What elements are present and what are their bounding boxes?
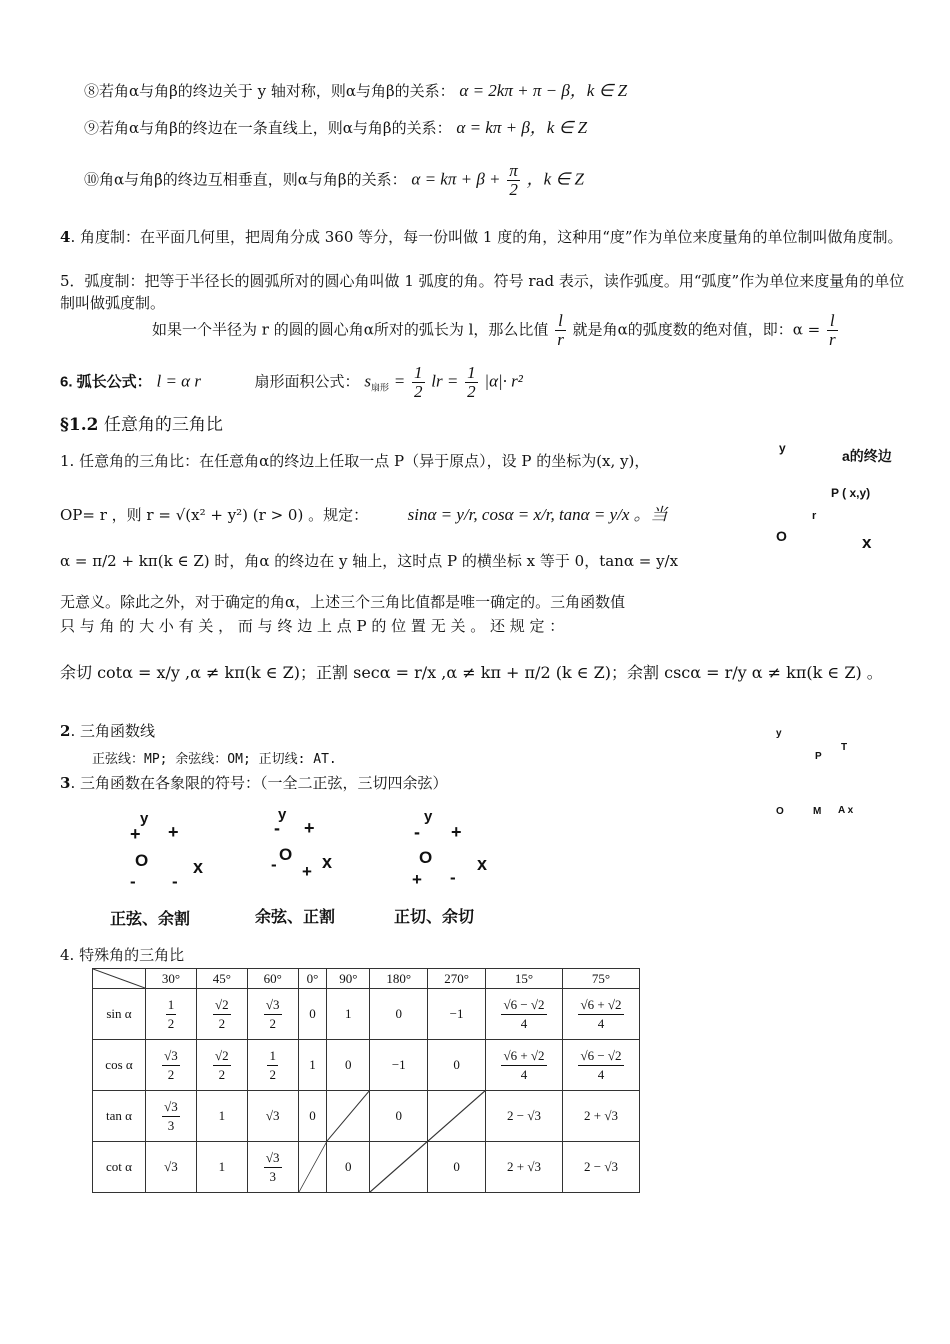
radian-text: 5．弧度制：把等于半径长的圆弧所对的圆心角叫做 1 弧度的角。符号 rad 表示，读作弧度。用“弧度”作为单位来度量角的单位制叫做弧度制。	[60, 272, 905, 312]
row-label-cos: cos α	[93, 1040, 146, 1091]
trig-lines-text: 正弦线：MP; 余弦线：OM; 正切线: AT.	[92, 752, 337, 767]
radian-definition	[60, 270, 906, 314]
fig1-r: r	[812, 510, 817, 522]
degree-definition	[60, 226, 906, 248]
special-title: 4. 特殊角的三角比	[60, 946, 185, 964]
header-180: 180°	[370, 969, 428, 989]
relation-9	[84, 113, 587, 138]
relation-8-text: ⑧若角α与角β的终边关于 y 轴对称，则α与角β的关系：	[84, 82, 455, 100]
undefined-cell	[428, 1091, 486, 1142]
fig2-m: M	[813, 806, 822, 817]
half-2: $\frac{1}{2}$	[467, 363, 476, 401]
relation-10-formula: α = kπ + β +	[411, 169, 501, 189]
def-line-3: 只 与 角 的 大 小 有 关 ， 而 与 终 边 上 点 P 的 位 置 无 关 。 还 规 定 ：	[60, 617, 565, 635]
radian-after: 就是角α的弧度数的绝对值，即：α =	[572, 320, 821, 339]
section-title: 任意角的三角比	[103, 415, 223, 435]
section-heading	[60, 410, 223, 435]
header-270: 270°	[428, 969, 486, 989]
sector-sub: 扇形	[370, 383, 389, 394]
arc-label: 6. 弧长公式：	[60, 373, 152, 391]
fig1-point: P ( x,y)	[831, 486, 871, 500]
sector-rest: |α|· r²	[484, 371, 523, 391]
l-over-r-2: $\frac{l}{r}$	[828, 311, 836, 349]
quadrant-label-tan: 正切、余切	[394, 909, 475, 926]
arc-formula: l = α r	[156, 371, 201, 391]
radian-line: 如果一个半径为 r 的圆的圆心角α所对的弧长为 l，那么比值	[152, 320, 549, 339]
arc-formulas: 6. 弧长公式： l = α r 扇形面积公式： $s_{扇形}$ = $\frac{1}{2}$ lr = $\frac{1}{2}$ |α|· r²	[60, 363, 523, 401]
fig1-y: y	[779, 441, 786, 455]
fig1-o: O	[776, 528, 787, 544]
relation-9-text: ⑨若角α与角β的终边在一条直线上，则α与角β的关系：	[84, 119, 452, 137]
def-trig: sinα = y/r, cosα = x/r, tanα = y/x 。当	[407, 505, 668, 524]
degree-text: . 角度制：在平面几何里，把周角分成 360 等分，每一份叫做 1 度的角，这种用“度”作为单位来度量角的单位制叫做角度制。	[70, 228, 903, 246]
row-label-tan: tan α	[93, 1091, 146, 1142]
header-45: 45°	[196, 969, 247, 989]
fig2-t: T	[841, 742, 848, 753]
row-label-sin: sin α	[93, 989, 146, 1040]
table-row-cot: cot α √3 1 $\frac{√3}{3}$ 0 0 2 + √3 2 − √3	[93, 1142, 640, 1193]
relation-10-text: ⑩角α与角β的终边互相垂直，则α与角β的关系：	[84, 170, 407, 189]
table-row-tan: tan α $\frac{√3}{3}$ 1 √3 0 0 2 − √3 2 + √3	[93, 1091, 640, 1142]
fig2-y: y	[776, 728, 782, 739]
sector-lr: lr =	[431, 371, 459, 391]
def-line-op	[60, 500, 668, 525]
relation-8	[84, 76, 627, 101]
header-30: 30°	[146, 969, 197, 989]
row-label-cot: cot α	[93, 1142, 146, 1193]
relation-8-formula: α = 2kπ + π − β，k ∈ Z	[459, 81, 628, 100]
def-line-cond: α = π/2 + kπ(k ∈ Z) 时，角α 的终边在 y 轴上，这时点 P 的横坐标 x 等于 0，tanα = y/x	[60, 552, 679, 570]
signs-title: 3. 三角函数在各象限的符号：（一全二正弦，三切四余弦）	[60, 774, 448, 792]
l-over-r: $\frac{l}{r}$	[557, 311, 564, 349]
header-90: 90°	[327, 969, 370, 989]
relation-10	[84, 162, 584, 199]
table-row-sin: sin α $\frac{1}{2}$ $\frac{√2}{2}$ $\frac{√3}{2}$ 0 1 0 −1 $\frac{√6 - √2}{4}$ $\frac{√6 + √2}{4}$	[93, 989, 640, 1040]
header-60: 60°	[247, 969, 298, 989]
header-75: 75°	[563, 969, 640, 989]
def-line-1: 1. 任意角的三角比：在任意角α的终边上任取一点 P（异于原点），设 P 的坐标为(x, y)，	[60, 452, 650, 470]
def-line-2: 无意义。除此之外，对于确定的角α，上述三个三角比值都是唯一确定的。三角函数值	[60, 593, 626, 611]
def-op: OP= r ，则 r = √(x² + y²) (r > 0) 。规定：	[60, 506, 369, 524]
half-1: $\frac{1}{2}$	[414, 363, 423, 401]
undefined-cell	[327, 1091, 370, 1142]
trig-lines-title: 2. 三角函数线	[60, 722, 155, 740]
def-line-4: 余切 cotα = x/y ,α ≠ kπ(k ∈ Z)；正割 secα = r/x ,α ≠ kπ + π/2 (k ∈ Z)；余割 cscα = r/y α ≠ kπ(k ∈ Z) 。	[60, 663, 883, 682]
undefined-cell	[370, 1142, 428, 1193]
fig1-x: x	[862, 533, 872, 552]
fig1-terminal: a的终边	[842, 448, 892, 464]
fig2-ax: A x	[838, 805, 854, 816]
sector-s: s	[364, 371, 371, 391]
relation-9-formula: α = kπ + β，k ∈ Z	[456, 118, 588, 137]
pi-over-2: $\frac{\pi}{2}$	[509, 161, 518, 199]
special-angles-table	[92, 968, 640, 1193]
undefined-cell	[298, 1142, 327, 1193]
quadrant-label-cos: 余弦、正割	[255, 909, 336, 926]
fig2-p: P	[815, 751, 822, 762]
degree-num: 4	[60, 228, 71, 246]
header-15: 15°	[486, 969, 563, 989]
fig2-o: O	[776, 806, 784, 817]
sector-label: 扇形面积公式：	[254, 372, 360, 391]
radian-ratio	[152, 312, 840, 349]
corner-cell	[93, 969, 146, 989]
relation-10-tail: ，k ∈ Z	[526, 169, 584, 189]
table-row-cos: cos α $\frac{√3}{2}$ $\frac{√2}{2}$ $\frac{1}{2}$ 1 0 −1 0 $\frac{√6 + √2}{4}$ $\frac{√6 - √2}{4}$	[93, 1040, 640, 1091]
quadrant-label-sin: 正弦、余割	[110, 911, 191, 928]
section-num: §1.2	[60, 415, 99, 435]
header-0: 0°	[298, 969, 327, 989]
